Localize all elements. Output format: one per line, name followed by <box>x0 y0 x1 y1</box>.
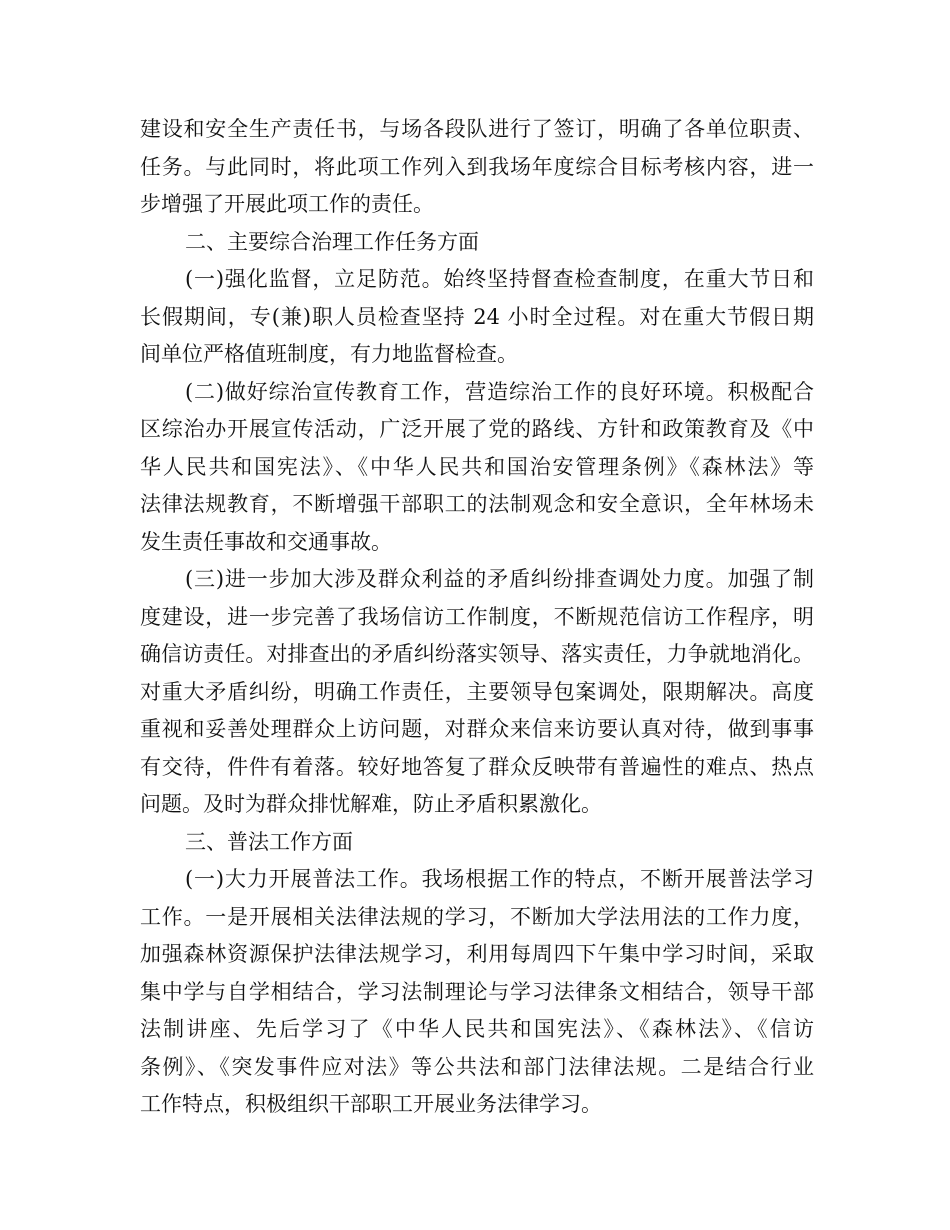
body-line: 条例》、《突发事件应对法》等公共法和部门法律法规。二是结合行业 <box>140 1054 814 1079</box>
body-line: 确信访责任。对排查出的矛盾纠纷落实领导、落实责任，力争就地消化。 <box>140 642 814 666</box>
body-line: 集中学与自学相结合，学习法制理论与学习法律条文相结合，领导干部 <box>140 979 814 1004</box>
body-line: 法制讲座、先后学习了《中华人民共和国宪法》、《森林法》、《信访 <box>140 1017 814 1041</box>
section-heading: 二、主要综合治理工作任务方面 <box>185 229 479 254</box>
section-heading-3 <box>140 824 814 862</box>
body-line: (二)做好综治宣传教育工作，营造综治工作的良好环境。积极配合 <box>185 379 814 404</box>
paragraph-disputes <box>140 561 814 824</box>
body-line: 间单位严格值班制度，有力地监督检查。 <box>140 342 518 366</box>
body-line: (一)强化监督，立足防范。始终坚持督查检查制度，在重大节日和 <box>185 267 814 291</box>
body-line: (一)大力开展普法工作。我场根据工作的特点，不断开展普法学习 <box>185 867 814 891</box>
body-line: 发生责任事故和交通事故。 <box>140 529 392 554</box>
body-line: 问题。及时为群众排忧解难，防止矛盾积累激化。 <box>140 792 602 816</box>
section-heading: 三、普法工作方面 <box>185 829 353 854</box>
body-line: 任务。与此同时，将此项工作列入到我场年度综合目标考核内容，进一 <box>140 154 814 179</box>
body-line: 重视和妥善处理群众上访问题，对群众来信来访要认真对待，做到事事 <box>140 717 814 741</box>
section-heading-2 <box>140 224 814 262</box>
body-line: 加强森林资源保护法律法规学习，利用每周四下午集中学习时间，采取 <box>140 942 814 966</box>
body-line: (三)进一步加大涉及群众利益的矛盾纠纷排查调处力度。加强了制 <box>185 567 814 591</box>
body-line: 建设和安全生产责任书，与场各段队进行了签订，明确了各单位职责、 <box>140 117 814 141</box>
body-line: 法律法规教育，不断增强干部职工的法制观念和安全意识，全年林场未 <box>140 492 814 516</box>
document-body <box>140 111 814 1124</box>
body-line: 华人民共和国宪法》、《中华人民共和国治安管理条例》《森林法》等 <box>140 454 814 479</box>
body-line: 对重大矛盾纠纷，明确工作责任，主要领导包案调处，限期解决。高度 <box>140 679 814 704</box>
body-line: 区综治办开展宣传活动，广泛开展了党的路线、方针和政策教育及《中 <box>140 417 814 441</box>
body-line: 步增强了开展此项工作的责任。 <box>140 192 434 216</box>
body-line: 工作。一是开展相关法律法规的学习，不断加大学法用法的工作力度， <box>140 904 814 929</box>
body-line: 度建设，进一步完善了我场信访工作制度，不断规范信访工作程序，明 <box>140 604 814 629</box>
body-line: 工作特点，积极组织干部职工开展业务法律学习。 <box>140 1092 602 1116</box>
paragraph-continued <box>140 111 814 224</box>
paragraph-publicity <box>140 374 814 562</box>
body-line: 长假期间，专(兼)职人员检查坚持 24 小时全过程。对在重大节假日期 <box>140 304 814 329</box>
body-line: 有交待，件件有着落。较好地答复了群众反映带有普遍性的难点、热点 <box>140 754 814 779</box>
paragraph-legal-education <box>140 861 814 1124</box>
paragraph-supervision <box>140 261 814 374</box>
